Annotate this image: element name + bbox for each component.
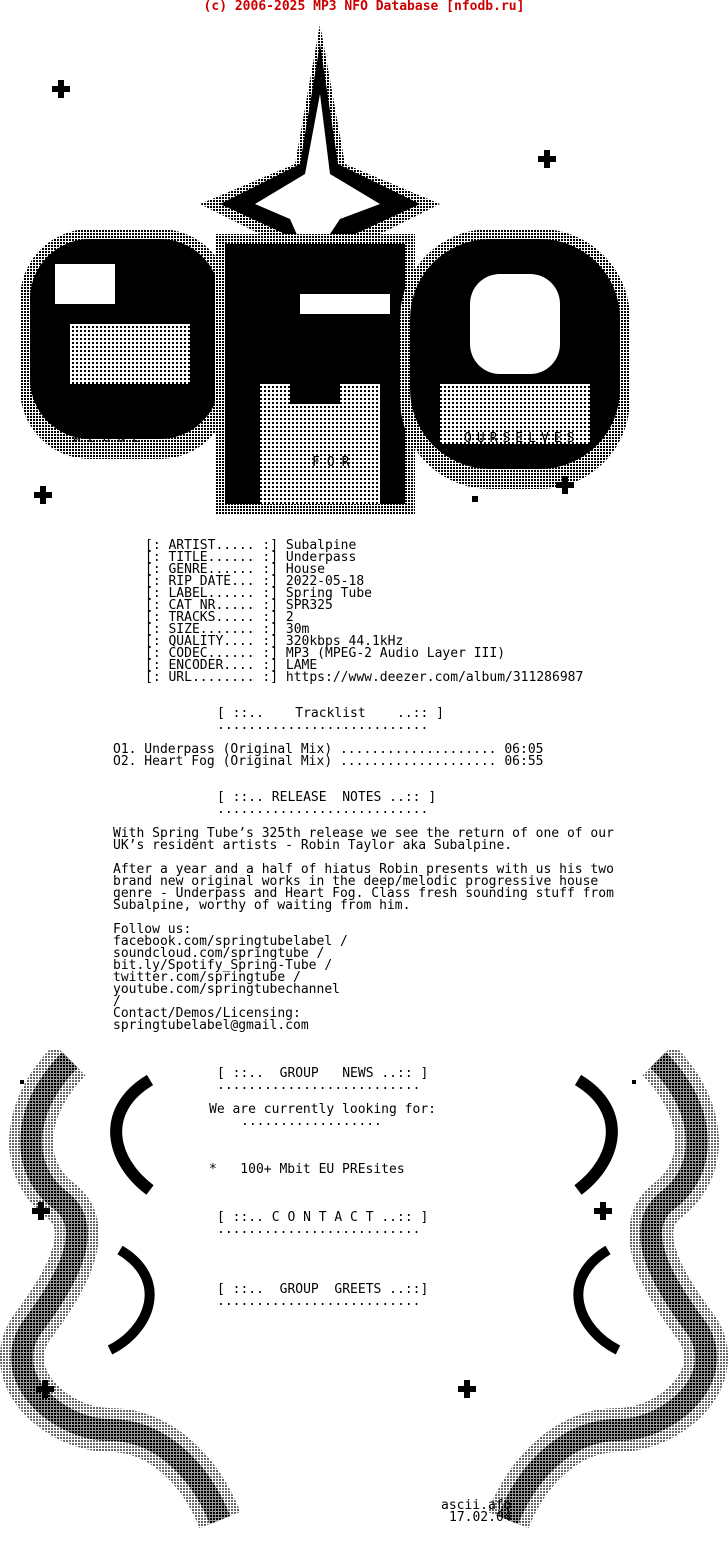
copyright-line: (c) 2006-2025 MP3 NFO Database [nfodb.ru] (203, 0, 525, 14)
info-line: [: RIP DATE... :] 2022-05-18 (145, 574, 365, 589)
info-line: [: LABEL...... :] Spring Tube (145, 586, 372, 601)
info-line: [: SIZE....... :] 30m (145, 622, 310, 637)
tracklist-rule: ........................... (217, 718, 429, 733)
info-line: [: GENRE...... :] House (145, 562, 326, 577)
greets-rule: .......................... (217, 1294, 421, 1309)
info-line: [: URL........ :] https://www.deezer.com/album/311286987 (145, 670, 584, 685)
group-news-rule: .......................... (217, 1078, 421, 1093)
contact-rule: .......................... (217, 1222, 421, 1237)
release-notes-header: [ ::.. RELEASE NOTES ..:: ] (217, 790, 437, 805)
release-notes-body: With Spring Tube’s 325th release we see the return of one of our UK’s resident artists - Robin Taylor aka Subalpine. After a year and a half of hiatus Robin presents with us his two brand new original works in the deep/melodic progressive house genre - Underpass and Heart Fog. Class fresh sounding stuff from Subalpine, worthy of waiting from him. Follow us: facebook.com/springtubelabel / soundcloud.com/springtube / bit.ly/Spotify_Spring-Tube / twitter.com/springtube / youtube.com/springtubechannel / Contact/Demos/Licensing: springtubelabel@gmail.com (113, 826, 614, 1033)
logo-word-for: FOR (312, 455, 357, 470)
contact-header: [ ::.. C O N T A C T ..:: ] (217, 1210, 429, 1225)
signature-date: 17.02.04 (449, 1510, 512, 1525)
logo-word-alone: ALONE (73, 431, 148, 446)
looking-for-text: We are currently looking for: (209, 1102, 436, 1117)
greets-header: [ ::.. GROUP GREETS ..::] (217, 1282, 429, 1297)
track-row: O1. Underpass (Original Mix) .................... 06:05 (113, 742, 544, 757)
info-line: [: TRACKS..... :] 2 (145, 610, 294, 625)
logo-word-ourselves: OURSELVES (464, 431, 580, 446)
track-list (113, 744, 543, 768)
info-line: [: ARTIST..... :] Subalpine (145, 538, 357, 553)
info-line: [: TITLE...... :] Underpass (145, 550, 357, 565)
info-line: [: CAT NR..... :] SPR325 (145, 598, 333, 613)
tracklist-header: [ ::.. Tracklist ..:: ] (217, 706, 444, 721)
release-info-block (145, 540, 583, 684)
info-line: [: QUALITY.... :] 320kbps 44.1kHz (145, 634, 404, 649)
signature-author: ascii.afo (441, 1498, 512, 1513)
info-line: [: ENCODER.... :] LAME (145, 658, 318, 673)
track-row: O2. Heart Fog (Original Mix) .................... 06:55 (113, 754, 544, 769)
looking-for-item: * 100+ Mbit EU PREsites (209, 1162, 405, 1177)
release-notes-rule: ........................... (217, 802, 429, 817)
looking-for-rule: .................. (241, 1114, 382, 1129)
group-news-header: [ ::.. GROUP NEWS ..:: ] (217, 1066, 429, 1081)
info-line: [: CODEC...... :] MP3 (MPEG-2 Audio Layer III) (145, 646, 506, 661)
